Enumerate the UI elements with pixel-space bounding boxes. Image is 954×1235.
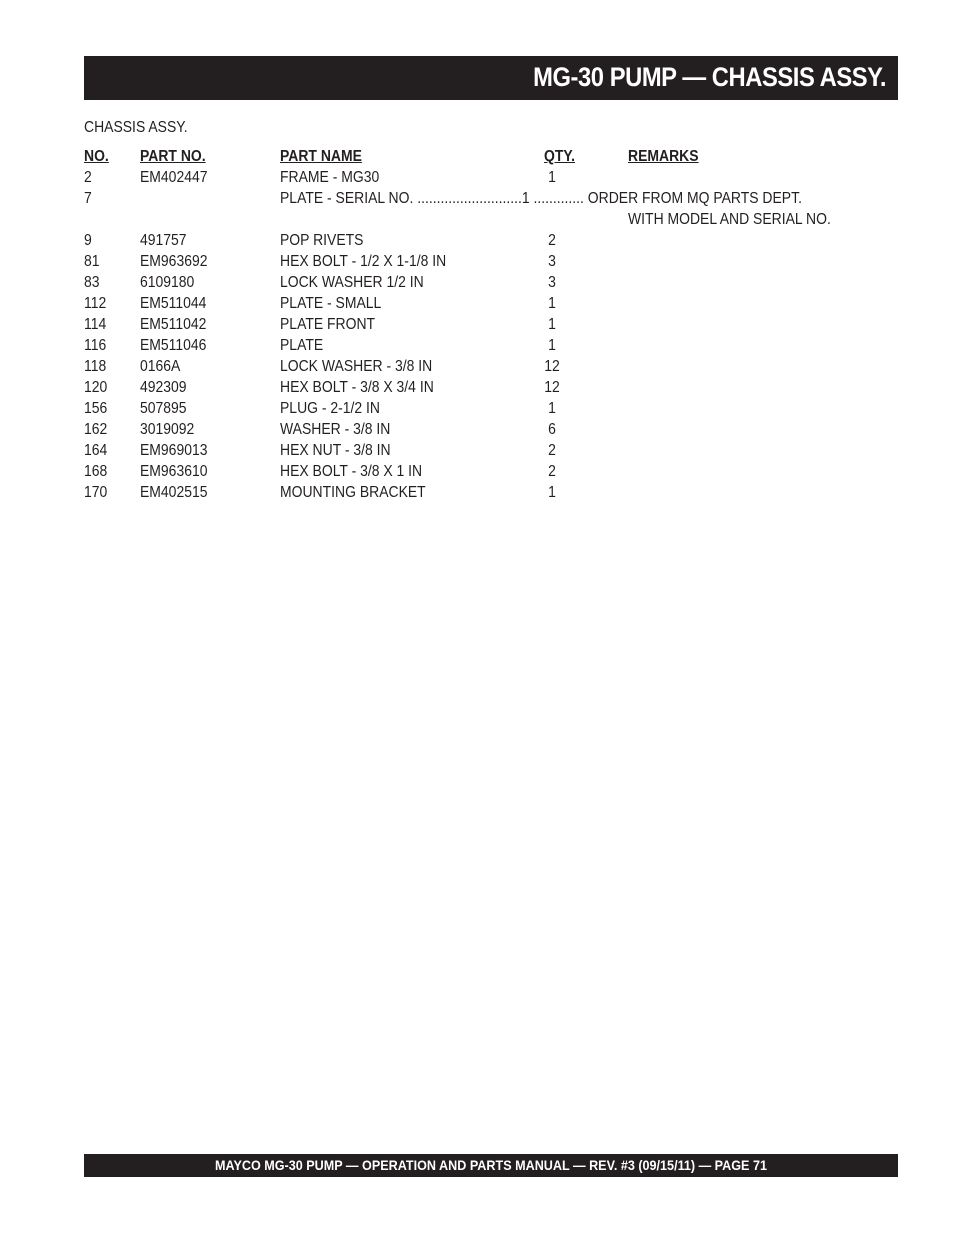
section-label: CHASSIS ASSY. <box>84 119 188 136</box>
item-no: 118 <box>84 358 107 375</box>
quantity: 2 <box>548 463 556 480</box>
item-no: 7 <box>84 190 92 207</box>
part-number: EM511042 <box>140 316 207 333</box>
part-number: 491757 <box>140 232 187 249</box>
part-number: 3019092 <box>140 421 195 438</box>
part-name: WASHER - 3/8 IN <box>280 421 391 438</box>
item-no: 164 <box>84 442 108 459</box>
item-no: 162 <box>84 421 108 438</box>
footer-text: MAYCO MG-30 PUMP — OPERATION AND PARTS MANUAL — REV. #3 (09/15/11) — PAGE 71 <box>215 1157 767 1173</box>
table-row <box>84 293 898 314</box>
part-name: PLATE - SERIAL NO. <box>280 190 414 207</box>
part-number: 6109180 <box>140 274 195 291</box>
part-number: EM402515 <box>140 484 208 501</box>
table-row <box>84 440 898 461</box>
quantity: 12 <box>544 358 560 375</box>
part-number: 492309 <box>140 379 187 396</box>
quantity: 1 <box>548 295 556 312</box>
quantity: 3 <box>548 274 556 291</box>
header-qty: QTY. <box>544 148 576 165</box>
table-row <box>84 272 898 293</box>
part-name: LOCK WASHER - 3/8 IN <box>280 358 433 375</box>
table-row <box>84 356 898 377</box>
page-title: MG-30 PUMP — CHASSIS ASSY. <box>533 62 886 92</box>
item-no: 2 <box>84 169 92 186</box>
table-row <box>84 377 898 398</box>
footer-bar <box>84 1154 898 1177</box>
quantity: 3 <box>548 253 556 270</box>
part-number: 507895 <box>140 400 187 417</box>
item-no: 170 <box>84 484 108 501</box>
part-number: EM511044 <box>140 295 207 312</box>
quantity: 1 <box>548 169 556 186</box>
quantity: 2 <box>548 442 556 459</box>
item-no: 9 <box>84 232 92 249</box>
table-row <box>84 461 898 482</box>
quantity: 2 <box>548 232 556 249</box>
part-number: EM963692 <box>140 253 208 270</box>
part-name: FRAME - MG30 <box>280 169 380 186</box>
part-number: 0166A <box>140 358 181 375</box>
part-number: EM963610 <box>140 463 208 480</box>
part-name: PLUG - 2-1/2 IN <box>280 400 381 417</box>
remarks-line-2: WITH MODEL AND SERIAL NO. <box>628 211 831 228</box>
item-no: 81 <box>84 253 100 270</box>
item-no: 83 <box>84 274 100 291</box>
table-row <box>84 230 898 251</box>
quantity: 1 <box>548 400 556 417</box>
part-name: LOCK WASHER 1/2 IN <box>280 274 424 291</box>
part-name: PLATE <box>280 337 324 354</box>
table-row <box>84 167 898 188</box>
quantity: 1 <box>521 190 530 207</box>
part-name: PLATE FRONT <box>280 316 376 333</box>
part-number: EM969013 <box>140 442 208 459</box>
quantity: 12 <box>544 379 560 396</box>
dot-leader: ........................... <box>413 190 522 207</box>
part-name: HEX BOLT - 1/2 X 1-1/8 IN <box>280 253 447 270</box>
item-no: 120 <box>84 379 108 396</box>
item-no: 156 <box>84 400 108 417</box>
header-no: NO. <box>84 148 109 165</box>
quantity: 6 <box>548 421 556 438</box>
table-row <box>84 482 898 503</box>
header-part-no: PART NO. <box>140 148 206 165</box>
page-title-bar <box>84 56 898 100</box>
table-row <box>84 251 898 272</box>
quantity: 1 <box>548 316 556 333</box>
part-name: PLATE - SMALL <box>280 295 382 312</box>
table-header-row <box>84 146 898 167</box>
part-name: POP RIVETS <box>280 232 364 249</box>
table-row <box>84 188 898 230</box>
part-number: EM402447 <box>140 169 208 186</box>
quantity: 1 <box>548 337 556 354</box>
item-no: 114 <box>84 316 107 333</box>
table-row <box>84 335 898 356</box>
quantity: 1 <box>548 484 556 501</box>
item-no: 112 <box>84 295 107 312</box>
table-row <box>84 419 898 440</box>
part-name: MOUNTING BRACKET <box>280 484 426 501</box>
table-row <box>84 398 898 419</box>
item-no: 116 <box>84 337 107 354</box>
remarks: ORDER FROM MQ PARTS DEPT. <box>587 190 802 207</box>
header-remarks: REMARKS <box>628 148 699 165</box>
part-name: HEX NUT - 3/8 IN <box>280 442 391 459</box>
header-part-name: PART NAME <box>280 148 362 165</box>
part-number: EM511046 <box>140 337 207 354</box>
part-name: HEX BOLT - 3/8 X 1 IN <box>280 463 423 480</box>
part-name: HEX BOLT - 3/8 X 3/4 IN <box>280 379 434 396</box>
item-no: 168 <box>84 463 108 480</box>
leader-line <box>280 188 802 209</box>
parts-table <box>84 146 898 503</box>
dot-leader: ............. <box>529 190 588 207</box>
table-row <box>84 314 898 335</box>
